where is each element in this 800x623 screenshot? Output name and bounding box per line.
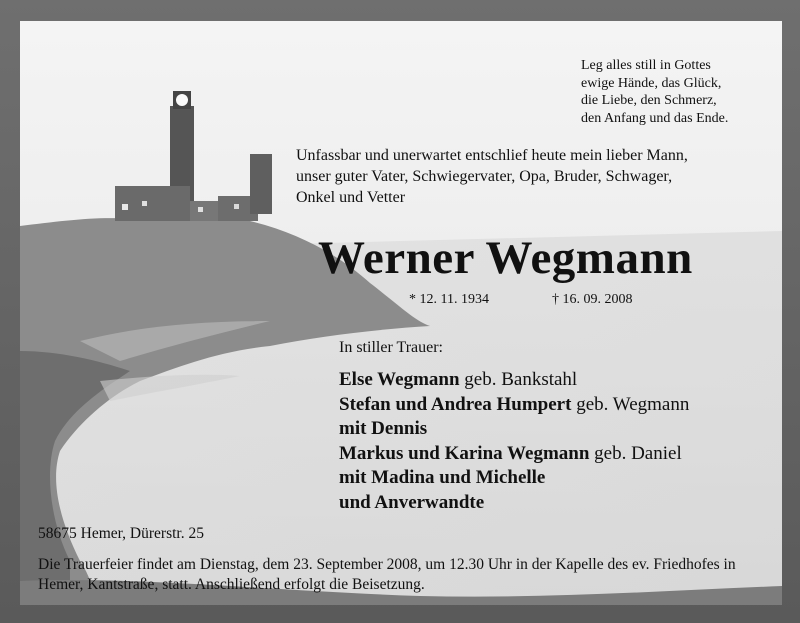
death-date: † 16. 09. 2008 [552,292,633,307]
family-line [339,393,779,418]
family-note: geb. Daniel [589,442,682,464]
family-list [339,368,779,515]
family-line [339,368,779,393]
deceased-name: Werner Wegmann [318,232,693,284]
family-line [339,491,779,516]
family-line [339,417,779,442]
obituary-card [20,21,782,605]
mourning-label: In stiller Trauer: [339,339,443,356]
family-name: mit Dennis [339,418,428,439]
family-note: geb. Bankstahl [459,369,578,390]
family-name: Else Wegmann [339,369,460,390]
family-line [339,466,779,491]
funeral-notice: Die Trauerfeier findet am Dienstag, dem 23. September 2008, um 12.30 Uhr in der Kapelle des ev. Friedhofes in Hemer, Kantstraße, statt. Anschließend erfolgt die Beisetzung. [38,556,736,593]
family-note: geb. Wegmann [571,393,690,415]
motto-verse: Leg alles still in Gottes ewige Hände, das Glück, die Liebe, den Schmerz, den Anfang und das Ende. [581,58,729,126]
family-name: Markus und Karina Wegmann [339,442,590,464]
birth-date: * 12. 11. 1934 [409,292,489,307]
intro-text: Unfassbar und unerwartet entschlief heute mein lieber Mann, unser guter Vater, Schwiegervater, Opa, Bruder, Schwager, Onkel und Vetter [296,147,688,206]
family-line [339,442,779,467]
address: 58675 Hemer, Dürerstr. 25 [38,525,204,542]
family-name: mit Madina und Michelle [339,467,546,488]
family-name: und Anverwandte [339,491,485,513]
family-name: Stefan und Andrea Humpert [339,393,572,415]
